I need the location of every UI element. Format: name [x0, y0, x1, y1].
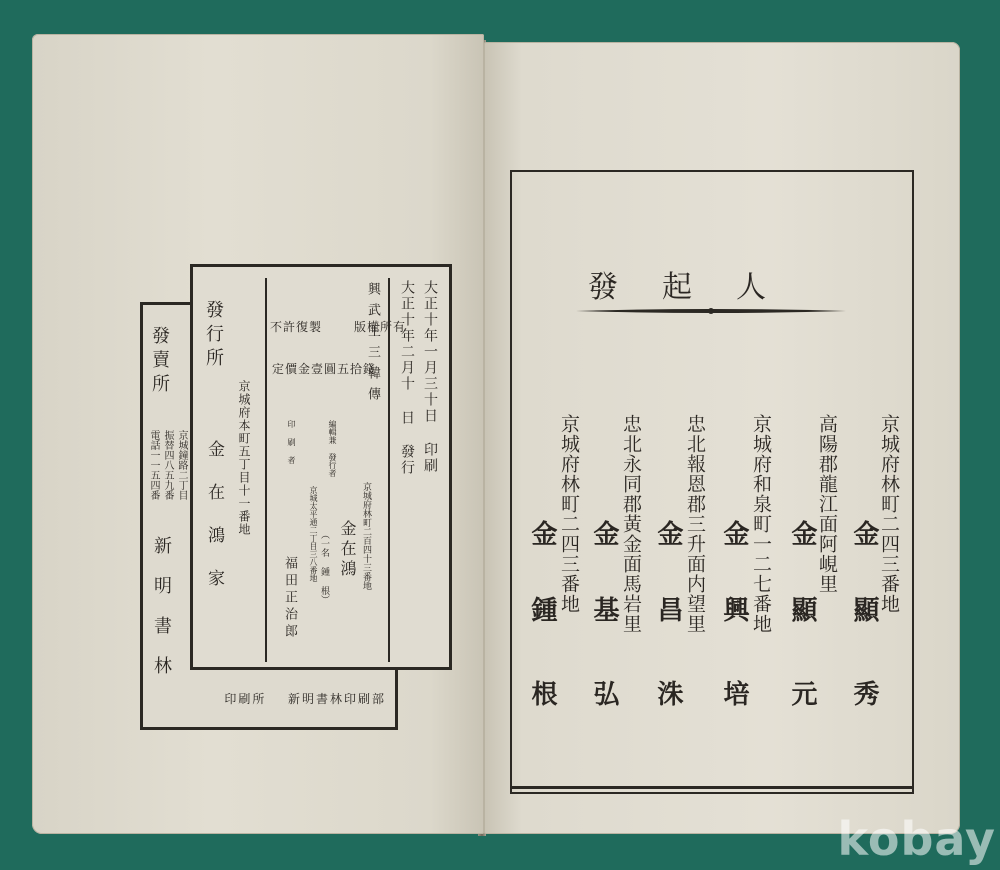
copyright-notice-2: 不許復製 [270, 320, 323, 334]
initiator-5-address: 忠北永同郡黃金面馬岩里 [620, 414, 642, 634]
printer-role: 印刷者 [287, 420, 296, 474]
imprint-divider-2 [388, 278, 390, 662]
print-shop-line [196, 690, 386, 707]
sales-office-label: 發賣所 [149, 326, 170, 398]
initiator-5-surname: 金 [589, 520, 619, 546]
imprint-divider [265, 278, 267, 662]
sales-transfer: 振替四八五九番 [162, 430, 173, 500]
title-ornament [576, 306, 846, 316]
initiator-3-surname: 金 [719, 520, 749, 546]
initiator-2-address: 高陽郡龍江面阿峴里 [816, 414, 838, 594]
editor-name: 金在鴻 [338, 520, 357, 580]
initiators-title: 發起人 [588, 270, 810, 305]
publisher-name: 金在鴻家 [204, 440, 224, 612]
initiator-1-given: 顯秀 [849, 596, 879, 764]
initiators-box-bottom-rule [512, 786, 912, 789]
initiator-1-surname: 金 [849, 520, 879, 546]
editor-roles: 編輯兼 發行者 [328, 420, 337, 477]
initiator-6-surname: 金 [527, 520, 557, 546]
sales-address: 京城鐘路二丁目 [176, 430, 187, 500]
initiator-6-address: 京城府林町二四三番地 [558, 414, 580, 614]
initiator-3-address: 京城府和泉町一二七番地 [750, 414, 772, 634]
printer-address: 京城太平通二丁目三八番地 [309, 486, 318, 582]
publisher-label: 發行所 [203, 300, 224, 372]
initiator-1-address: 京城府林町二四三番地 [878, 414, 900, 614]
printer-name: 福田正治郎 [282, 556, 297, 641]
issue-date: 大正十年二月十 日 發行 [399, 280, 415, 476]
initiator-4-surname: 金 [653, 520, 683, 546]
series-title: 興武王三韓傳 [365, 282, 380, 408]
kobay-watermark: kobay [837, 812, 996, 866]
initiator-5-given: 基弘 [589, 596, 619, 764]
editor-address: 京城府林町二百四十三番地 [361, 482, 371, 590]
print-shop-label: 印刷所 [224, 692, 267, 706]
sales-name: 新明書林 [151, 536, 172, 696]
initiator-2-surname: 金 [787, 520, 817, 546]
price: 定價金壹圓五拾錢 [272, 362, 377, 376]
initiator-2-given: 顯元 [787, 596, 817, 764]
print-date: 大正十年一月三十日 印刷 [422, 280, 438, 474]
editor-alias: （一名 鍾 根） [319, 530, 329, 604]
initiator-4-address: 忠北報恩郡三升面内望里 [684, 414, 706, 634]
initiator-3-given: 興培 [719, 596, 749, 764]
print-shop-name: 新明書林印刷部 [287, 692, 386, 706]
initiator-6-given: 鍾根 [527, 596, 557, 764]
publisher-address: 京城府本町五丁目十一番地 [237, 380, 251, 536]
copyright-notice: 版權所有 [354, 320, 407, 334]
initiator-4-given: 昌洙 [653, 596, 683, 764]
sales-phone: 電話一一五四番 [148, 430, 159, 500]
